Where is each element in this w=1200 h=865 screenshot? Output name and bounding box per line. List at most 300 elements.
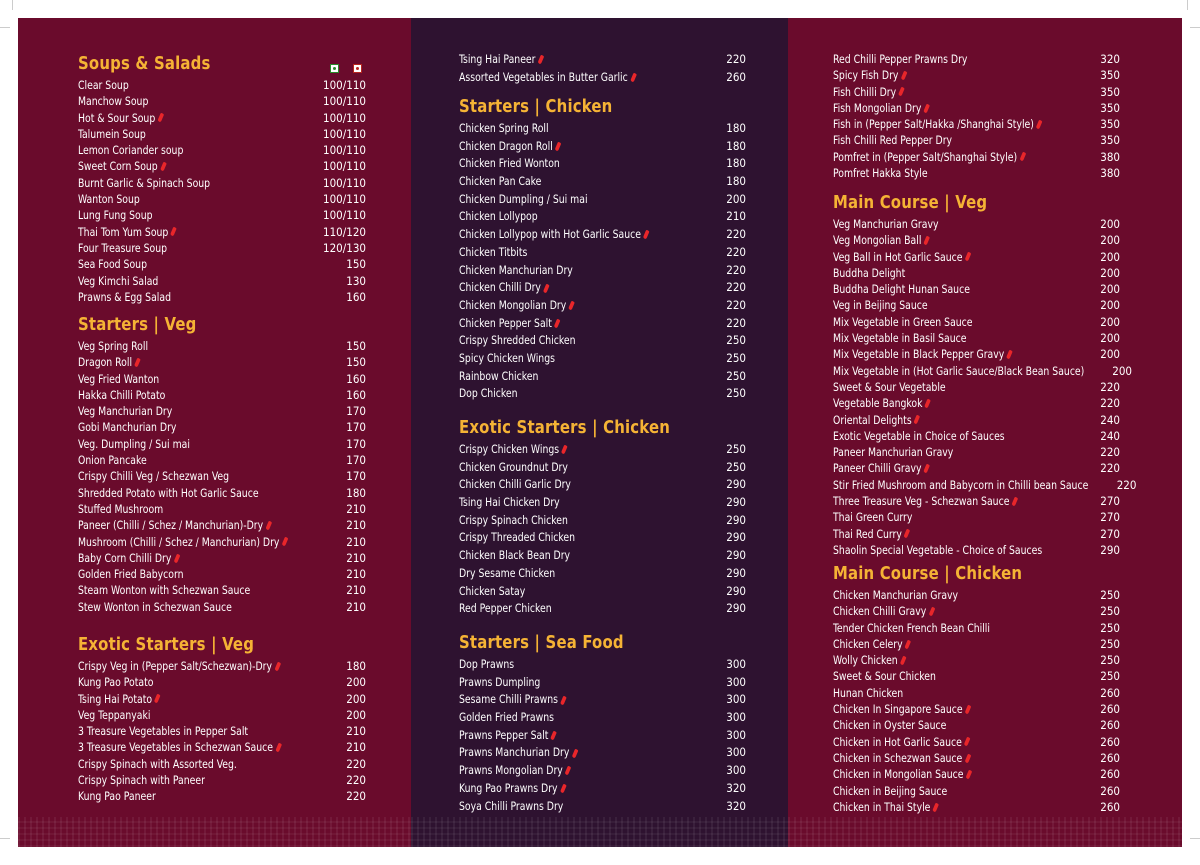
menu-item-name bbox=[78, 387, 165, 403]
menu-item-name bbox=[78, 534, 287, 550]
menu-item-price: 260 bbox=[1100, 718, 1120, 733]
chilli-icon bbox=[160, 162, 167, 172]
section-title: Starters | Veg bbox=[78, 314, 197, 335]
menu-item-name-text: Chicken Chilli Garlic Dry bbox=[459, 477, 571, 492]
menu-item-name bbox=[833, 51, 967, 67]
menu-item-price: 290 bbox=[726, 530, 746, 545]
menu-item-price: 300 bbox=[726, 745, 746, 760]
menu-item-price: 210 bbox=[346, 724, 366, 739]
menu-item-name-text: Chicken Fried Wonton bbox=[459, 156, 560, 171]
menu-item-price: 170 bbox=[346, 453, 366, 468]
menu-item bbox=[459, 120, 746, 138]
menu-item bbox=[459, 297, 746, 315]
menu-item bbox=[78, 110, 366, 126]
menu-item bbox=[78, 191, 366, 207]
menu-item-price: 380 bbox=[1100, 149, 1120, 164]
chilli-icon bbox=[275, 743, 282, 753]
chilli-icon bbox=[555, 142, 562, 152]
menu-item-name bbox=[78, 452, 147, 468]
menu-item-name-text: Chicken Spring Roll bbox=[459, 121, 549, 135]
menu-item-name bbox=[78, 158, 165, 174]
menu-item bbox=[833, 460, 1120, 476]
menu-item-price: 220 bbox=[726, 244, 746, 259]
menu-item-name bbox=[78, 110, 162, 126]
chilli-icon bbox=[630, 73, 637, 83]
menu-item-name-text: Rainbow Chicken bbox=[459, 368, 539, 383]
menu-item-name-text: Pomfret Hakka Style bbox=[833, 166, 928, 181]
menu-item-price: 250 bbox=[726, 386, 746, 401]
menu-item-name-text: Stew Wonton in Schezwan Sauce bbox=[78, 599, 232, 614]
chilli-icon bbox=[274, 661, 281, 671]
menu-item-name-text: Veg in Beijing Sauce bbox=[833, 298, 928, 313]
menu-item-name bbox=[78, 674, 153, 690]
menu-item bbox=[459, 565, 746, 583]
section-title: Exotic Starters | Veg bbox=[78, 634, 255, 655]
menu-item-price: 200 bbox=[346, 691, 366, 706]
menu-item-name bbox=[833, 265, 905, 281]
menu-item-price: 100/110 bbox=[323, 94, 366, 109]
menu-item-price: 250 bbox=[1100, 669, 1120, 684]
menu-item-name bbox=[459, 600, 552, 618]
menu-item-price: 260 bbox=[1100, 783, 1120, 798]
menu-item-name bbox=[78, 658, 279, 674]
menu-item bbox=[833, 587, 1120, 603]
menu-item-name-text: Lung Fung Soup bbox=[78, 208, 153, 223]
menu-item bbox=[833, 314, 1120, 330]
chilli-icon bbox=[923, 103, 930, 113]
menu-item-price: 100/110 bbox=[323, 208, 366, 223]
menu-item-name-text: Sweet & Sour Chicken bbox=[833, 669, 936, 684]
menu-item bbox=[459, 529, 746, 547]
menu-item bbox=[459, 600, 746, 618]
menu-item bbox=[78, 756, 366, 772]
menu-item-name bbox=[833, 395, 930, 411]
menu-item-name bbox=[833, 100, 929, 116]
menu-item-price: 200 bbox=[346, 707, 366, 722]
menu-item-price: 180 bbox=[726, 156, 746, 171]
chilli-icon bbox=[1011, 496, 1018, 506]
menu-item-name bbox=[833, 165, 928, 181]
menu-item-price: 100/110 bbox=[323, 175, 366, 190]
menu-section-exotic-starters-veg bbox=[78, 634, 366, 805]
menu-item-name bbox=[833, 620, 990, 636]
menu-item bbox=[833, 346, 1120, 362]
menu-item-name bbox=[833, 701, 970, 717]
menu-item-name bbox=[833, 132, 952, 148]
menu-item-name-text: Chicken in Oyster Sauce bbox=[833, 718, 947, 733]
menu-item bbox=[78, 599, 366, 615]
menu-item bbox=[78, 126, 366, 142]
menu-item-price: 200 bbox=[726, 191, 746, 206]
menu-item-name bbox=[78, 224, 176, 240]
menu-item-name-text: Steam Wonton with Schezwan Sauce bbox=[78, 583, 251, 598]
menu-item-name bbox=[459, 69, 635, 87]
menu-item-name bbox=[459, 385, 518, 403]
chilli-icon bbox=[561, 445, 568, 455]
menu-item-name-text: Kung Pao Paneer bbox=[78, 789, 156, 804]
menu-item-name-text: Crispy Spinach with Assorted Veg. bbox=[78, 756, 237, 771]
menu-item bbox=[78, 224, 366, 240]
menu-item bbox=[833, 149, 1120, 165]
menu-item-name-text: Oriental Delights bbox=[833, 412, 912, 427]
menu-item-name-text: Assorted Vegetables in Butter Garlic bbox=[459, 69, 628, 84]
menu-item-price: 350 bbox=[1100, 117, 1120, 132]
menu-column-right bbox=[788, 18, 1182, 847]
menu-item-name bbox=[78, 77, 129, 93]
menu-item-price: 200 bbox=[1100, 331, 1120, 346]
menu-item-name bbox=[833, 249, 970, 265]
menu-item-price: 260 bbox=[1100, 702, 1120, 717]
menu-item-name-text: Chicken Titbits bbox=[459, 244, 528, 259]
menu-item bbox=[78, 77, 366, 93]
decorative-pattern bbox=[18, 817, 411, 847]
section-title: Soups & Salads bbox=[78, 53, 211, 74]
menu-item-name-text: Lemon Coriander soup bbox=[78, 143, 184, 158]
menu-item-name bbox=[78, 126, 146, 142]
menu-item bbox=[833, 100, 1120, 116]
menu-item-name-text: Sweet Corn Soup bbox=[78, 159, 158, 174]
menu-item-price: 180 bbox=[726, 174, 746, 189]
menu-item-price: 200 bbox=[1100, 217, 1120, 231]
menu-item-name-text: Gobi Manchurian Dry bbox=[78, 420, 177, 435]
menu-item-name bbox=[459, 674, 540, 692]
menu-item-name-text: Three Treasure Veg - Schezwan Sauce bbox=[833, 494, 1010, 509]
menu-item-name-text: Prawns & Egg Salad bbox=[78, 289, 172, 304]
menu-item-name bbox=[459, 441, 566, 459]
menu-item-name bbox=[833, 477, 1088, 493]
menu-item bbox=[833, 265, 1120, 281]
menu-item-price: 180 bbox=[346, 659, 366, 673]
menu-section-main-course-veg bbox=[833, 192, 1137, 558]
menu-item-price: 250 bbox=[726, 459, 746, 474]
menu-item bbox=[459, 674, 746, 692]
chilli-icon bbox=[134, 358, 141, 368]
menu-item-name bbox=[78, 436, 190, 452]
menu-item-name bbox=[459, 173, 541, 191]
menu-item-name bbox=[459, 691, 565, 709]
menu-item bbox=[78, 723, 366, 739]
menu-item bbox=[78, 739, 366, 755]
menu-item-name-text: Sweet & Sour Vegetable bbox=[833, 379, 946, 394]
menu-item-price: 300 bbox=[726, 657, 746, 671]
menu-item bbox=[833, 509, 1120, 525]
menu-item bbox=[78, 534, 366, 550]
menu-item bbox=[459, 69, 746, 87]
chilli-icon bbox=[1006, 350, 1013, 360]
chilli-icon bbox=[643, 230, 650, 240]
menu-item bbox=[78, 273, 366, 289]
menu-item bbox=[78, 485, 366, 501]
menu-item-name bbox=[833, 330, 966, 346]
menu-item bbox=[459, 494, 746, 512]
menu-item bbox=[459, 385, 746, 403]
menu-item bbox=[459, 744, 746, 762]
chilli-icon bbox=[965, 252, 972, 262]
menu-item-name-text: Chicken in Mongolian Sauce bbox=[833, 767, 964, 782]
menu-item-price: 220 bbox=[726, 297, 746, 312]
menu-item-price: 290 bbox=[726, 601, 746, 616]
menu-item bbox=[459, 476, 746, 494]
menu-item bbox=[833, 636, 1120, 652]
menu-item-name-text: Chicken Celery bbox=[833, 636, 903, 651]
menu-item-name bbox=[459, 262, 573, 280]
menu-item bbox=[833, 766, 1120, 782]
menu-item-name-text: Prawns Pepper Salt bbox=[459, 727, 549, 742]
menu-item bbox=[459, 279, 746, 297]
menu-item-name-text: Tsing Hai Chicken Dry bbox=[459, 495, 560, 510]
menu-item bbox=[833, 668, 1120, 684]
menu-item-name bbox=[833, 379, 946, 395]
menu-item bbox=[833, 84, 1120, 100]
menu-item bbox=[78, 371, 366, 387]
menu-item-name bbox=[459, 368, 538, 386]
section-title: Main Course | Chicken bbox=[833, 563, 1023, 584]
menu-item-name bbox=[833, 232, 929, 248]
menu-item bbox=[78, 582, 366, 598]
menu-item bbox=[78, 436, 366, 452]
menu-item bbox=[833, 428, 1120, 444]
menu-item-name-text: Chicken in Hot Garlic Sauce bbox=[833, 734, 962, 749]
menu-item-name-text: Stir Fried Mushroom and Babycorn in Chilli bean Sauce bbox=[833, 477, 1089, 492]
menu-item-name-text: Crispy Spinach with Paneer bbox=[78, 773, 205, 788]
menu-item-name bbox=[833, 783, 947, 799]
menu-item-name-text: Paneer (Chilli / Schez / Manchurian)-Dry bbox=[78, 518, 264, 533]
menu-item-price: 200 bbox=[1100, 282, 1120, 297]
menu-item-price: 260 bbox=[1100, 685, 1120, 700]
menu-item bbox=[833, 165, 1120, 181]
menu-item-name bbox=[833, 363, 1084, 379]
menu-item-name-text: Veg. Dumpling / Sui mai bbox=[78, 436, 190, 451]
menu-item bbox=[833, 297, 1120, 313]
menu-item bbox=[459, 155, 746, 173]
chilli-icon bbox=[900, 71, 907, 81]
menu-item-name-text: Spicy Fish Dry bbox=[833, 68, 899, 83]
menu-item-name bbox=[78, 207, 153, 223]
menu-section-starters-veg bbox=[78, 314, 366, 615]
menu-item-name-text: 3 Treasure Vegetables in Pepper Salt bbox=[78, 724, 249, 739]
menu-section-starters-chicken bbox=[459, 96, 746, 403]
menu-item-name-text: Chicken Chilli Gravy bbox=[833, 604, 927, 619]
menu-item-name-text: Chicken Lollypop with Hot Garlic Sauce bbox=[459, 227, 641, 242]
menu-item-price: 220 bbox=[726, 262, 746, 277]
menu-item bbox=[78, 403, 366, 419]
menu-item-price: 200 bbox=[1100, 347, 1120, 362]
menu-item-price: 100/110 bbox=[323, 159, 366, 174]
menu-item-name-text: Spicy Chicken Wings bbox=[459, 350, 555, 365]
menu-item-name-text: Veg Manchurian Gravy bbox=[833, 217, 939, 231]
menu-item-name-text: Dop Chicken bbox=[459, 386, 518, 401]
menu-item-name-text: Crispy Spinach Chicken bbox=[459, 512, 568, 527]
menu-item-name bbox=[833, 216, 938, 232]
menu-item-price: 210 bbox=[346, 550, 366, 565]
menu-item-name-text: Buddha Delight Hunan Sauce bbox=[833, 282, 970, 297]
menu-item-name-text: Mix Vegetable in Green Sauce bbox=[833, 314, 973, 329]
menu-item-name bbox=[833, 346, 1011, 362]
menu-item-name-text: 3 Treasure Vegetables in Schezwan Sauce bbox=[78, 740, 274, 755]
menu-item bbox=[459, 691, 746, 709]
menu-item-name bbox=[833, 116, 1041, 132]
menu-item-price: 250 bbox=[1100, 604, 1120, 619]
menu-item bbox=[833, 281, 1120, 297]
menu-item bbox=[833, 412, 1120, 428]
menu-item-name bbox=[78, 371, 159, 387]
menu-item bbox=[459, 208, 746, 226]
menu-item-name-text: Dragon Roll bbox=[78, 355, 133, 370]
menu-item-name-text: Kung Pao Potato bbox=[78, 675, 154, 690]
menu-item-price: 220 bbox=[1100, 445, 1120, 460]
menu-item-name-text: Crispy Veg in (Pepper Salt/Schezwan)-Dry bbox=[78, 659, 272, 673]
menu-item-name-text: Fish Mongolian Dry bbox=[833, 100, 922, 115]
menu-item-name bbox=[78, 582, 250, 598]
menu-item-name bbox=[833, 652, 905, 668]
chilli-icon bbox=[924, 464, 931, 474]
menu-item-name-text: Chicken Manchurian Gravy bbox=[833, 588, 959, 602]
menu-item-name-text: Shaolin Special Vegetable - Choice of Sauces bbox=[833, 542, 1043, 557]
menu-item bbox=[78, 501, 366, 517]
menu-item-name bbox=[78, 289, 171, 305]
menu-section-exotic-starters-chicken bbox=[459, 417, 746, 618]
menu-item-name-text: Chicken Chilli Dry bbox=[459, 280, 541, 295]
menu-item bbox=[833, 249, 1120, 265]
menu-item bbox=[78, 658, 366, 674]
menu-item-price: 260 bbox=[1100, 767, 1120, 782]
menu-item-name bbox=[459, 459, 568, 477]
menu-item-name-text: Paneer Chilli Gravy bbox=[833, 461, 922, 476]
menu-item-name bbox=[833, 281, 970, 297]
menu-item bbox=[833, 526, 1120, 542]
menu-item-name bbox=[78, 468, 229, 484]
menu-item-name bbox=[459, 494, 560, 512]
chilli-icon bbox=[568, 301, 575, 311]
menu-item-name bbox=[833, 509, 912, 525]
menu-item bbox=[833, 783, 1120, 799]
menu-item-price: 100/110 bbox=[323, 110, 366, 125]
menu-item-name-text: Chicken in Beijing Sauce bbox=[833, 783, 948, 798]
menu-item bbox=[833, 67, 1120, 83]
menu-item-price: 170 bbox=[346, 420, 366, 435]
menu-item-name bbox=[78, 175, 210, 191]
menu-item-price: 150 bbox=[346, 257, 366, 272]
menu-item-name bbox=[78, 566, 183, 582]
menu-item-price: 210 bbox=[346, 501, 366, 516]
menu-item bbox=[459, 368, 746, 386]
menu-item-price: 200 bbox=[1100, 249, 1120, 264]
menu-item-name bbox=[833, 799, 938, 815]
menu-item-name-text: Thai Red Curry bbox=[833, 526, 902, 541]
menu-item bbox=[459, 727, 746, 745]
menu-item-price: 250 bbox=[1100, 636, 1120, 651]
menu-item-name-text: Wolly Chicken bbox=[833, 653, 898, 668]
menu-item-name bbox=[459, 798, 563, 816]
menu-item bbox=[78, 517, 366, 533]
menu-item-price: 260 bbox=[1100, 750, 1120, 765]
menu-item bbox=[833, 477, 1137, 493]
menu-item-name-text: Chicken Manchurian Dry bbox=[459, 262, 573, 277]
menu-item-price: 200 bbox=[1100, 265, 1120, 280]
menu-item-name bbox=[459, 51, 543, 69]
menu-item bbox=[78, 772, 366, 788]
menu-item-name-text: Onion Pancake bbox=[78, 453, 147, 468]
menu-item bbox=[833, 395, 1120, 411]
menu-item-name-text: Chicken Pan Cake bbox=[459, 174, 542, 189]
menu-item-name bbox=[459, 744, 577, 762]
menu-item bbox=[78, 566, 366, 582]
menu-item bbox=[833, 685, 1120, 701]
menu-item-name bbox=[459, 315, 559, 333]
menu-item-price: 220 bbox=[726, 315, 746, 330]
menu-item-name-text: Golden Fried Prawns bbox=[459, 710, 554, 725]
menu-item-name-text: Chicken Satay bbox=[459, 583, 526, 598]
menu-item-name bbox=[459, 583, 525, 601]
menu-item-name-text: Baby Corn Chilli Dry bbox=[78, 550, 172, 565]
menu-item bbox=[78, 452, 366, 468]
menu-item bbox=[833, 379, 1120, 395]
chilli-icon bbox=[925, 398, 932, 408]
menu-item-price: 320 bbox=[726, 798, 746, 813]
menu-item-price: 220 bbox=[346, 789, 366, 804]
menu-item bbox=[78, 142, 366, 158]
menu-item bbox=[833, 603, 1120, 619]
section-title: Main Course | Veg bbox=[833, 192, 988, 213]
menu-section-starters-sea-food bbox=[459, 632, 746, 815]
menu-item-price: 270 bbox=[1100, 494, 1120, 509]
menu-item-name-text: Tsing Hai Paneer bbox=[459, 52, 536, 66]
chilli-icon bbox=[560, 695, 567, 705]
menu-item bbox=[833, 620, 1120, 636]
menu-sheet bbox=[18, 18, 1182, 847]
chilli-icon bbox=[965, 704, 972, 714]
menu-item-name-text: Veg Ball in Hot Garlic Sauce bbox=[833, 249, 963, 264]
menu-item-price: 110/120 bbox=[323, 224, 366, 239]
menu-item-name bbox=[833, 297, 928, 313]
menu-item-name-text: Tsing Hai Potato bbox=[78, 691, 153, 706]
menu-item-name bbox=[833, 314, 973, 330]
menu-item-price: 260 bbox=[1100, 799, 1120, 814]
menu-item-name bbox=[459, 656, 514, 674]
menu-item bbox=[459, 798, 746, 816]
menu-item-name bbox=[459, 762, 570, 780]
menu-item bbox=[459, 512, 746, 530]
chilli-icon bbox=[154, 694, 161, 704]
menu-item bbox=[78, 387, 366, 403]
menu-item-price: 200 bbox=[346, 675, 366, 690]
menu-section-continued bbox=[459, 51, 746, 86]
menu-item-price: 220 bbox=[346, 773, 366, 788]
menu-item bbox=[78, 354, 366, 370]
menu-item bbox=[459, 315, 746, 333]
menu-item-name bbox=[459, 350, 555, 368]
menu-item bbox=[78, 788, 366, 804]
menu-item-name bbox=[459, 727, 556, 745]
menu-item bbox=[833, 232, 1120, 248]
menu-item-price: 290 bbox=[726, 548, 746, 563]
menu-item bbox=[459, 51, 746, 69]
menu-item-name-text: Four Treasure Soup bbox=[78, 240, 168, 255]
menu-item-name-text: Mix Vegetable in Black Pepper Gravy bbox=[833, 347, 1005, 362]
menu-item-name-text: Tender Chicken French Bean Chilli bbox=[833, 620, 990, 635]
menu-item-name-text: Red Chilli Pepper Prawns Dry bbox=[833, 52, 968, 66]
menu-item-name bbox=[78, 501, 163, 517]
menu-item-name bbox=[78, 723, 248, 739]
menu-item-name-text: Sea Food Soup bbox=[78, 257, 147, 272]
menu-item-name bbox=[459, 244, 527, 262]
menu-item-price: 250 bbox=[726, 368, 746, 383]
menu-item-name bbox=[459, 279, 548, 297]
menu-item bbox=[833, 717, 1120, 733]
menu-item-price: 200 bbox=[1100, 298, 1120, 313]
menu-item-price: 250 bbox=[726, 333, 746, 348]
menu-item-name bbox=[459, 226, 648, 244]
